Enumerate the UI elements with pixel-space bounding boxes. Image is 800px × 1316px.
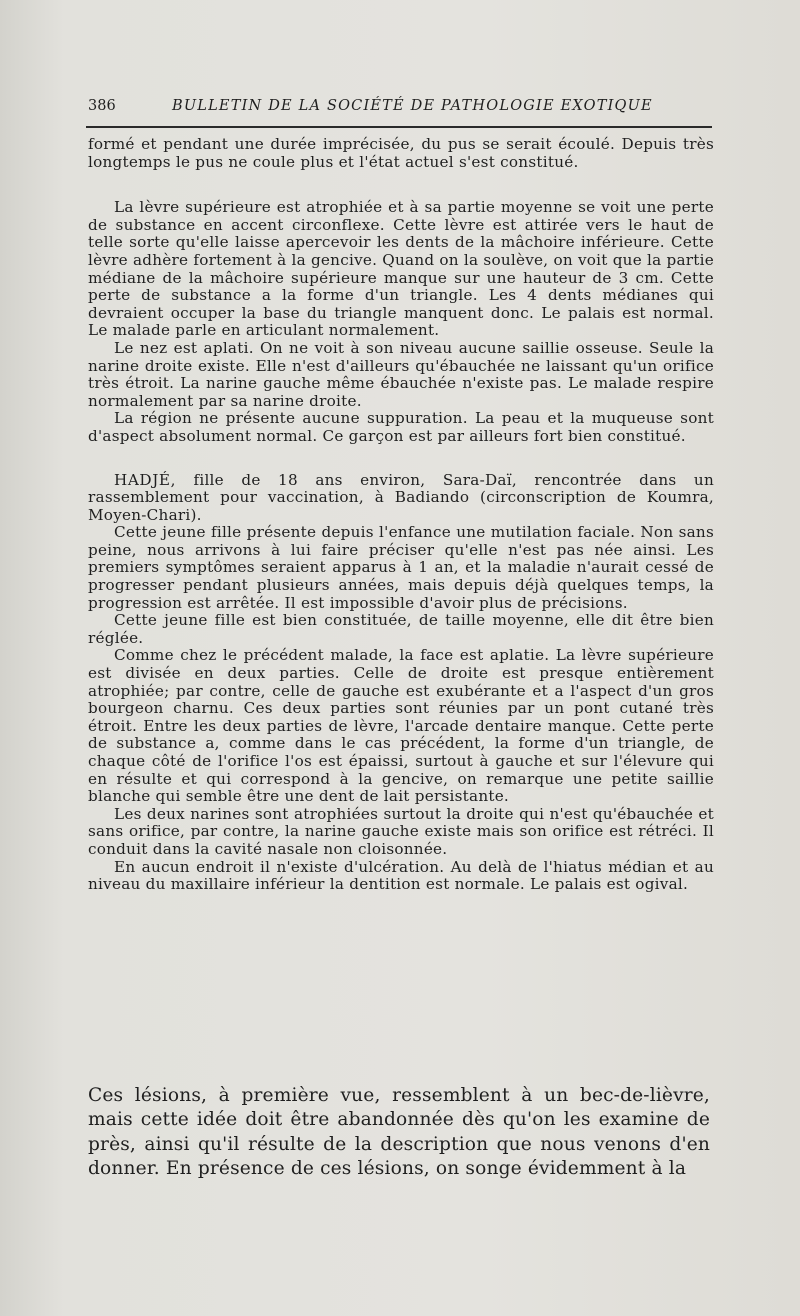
paragraph-nostrils: Les deux narines sont atrophiées surtout la droite qui n'est qu'ébauchée et sans orifice, par contre, la narine gauche existe mais son orifice est rétréci. Il conduit dans la cavité nasale non cloisonnée. (88, 804, 714, 858)
case-2-intro (88, 472, 714, 525)
case-2-intro-text: fille de 18 ans environ, Sara-Daï, rencontrée dans un rassemblement pour vaccination, à Badiando (circonscription de Koumra, Moyen-Chari). (88, 470, 714, 524)
paragraph-constitution: Cette jeune fille est bien constituée, de taille moyenne, elle dit être bien réglée. (88, 611, 714, 647)
header-rule (86, 126, 712, 128)
paragraph-lip: La lèvre supérieure est atrophiée et à sa partie moyenne se voit une perte de substance en accent circonflexe. Cette lèvre est attirée vers le haut de telle sorte qu'elle laisse apercevoir les dents de la mâchoire inférieure. Cette lèvre adhère fortement à la gencive. Quand on la soulève, on voit que la partie médiane de la mâchoire supérieure manque sur une hauteur de 3 cm. Cette perte de substance a la forme d'un triangle. Les 4 dents médianes qui devraient occuper la base du triangle manquent donc. Le palais est normal. Le malade parle en articulant normalement. (88, 198, 714, 340)
running-header (88, 98, 718, 118)
paragraph-history: Cette jeune fille présente depuis l'enfance une mutilation faciale. Non sans peine, nous arrivons à lui faire préciser qu'elle n'est pas née ainsi. Les premiers symptômes seraient apparus à 1 an, et la maladie n'aurait cessé de progresser pendant plusieurs années, mais depuis déjà quelques temps, la progression est arrêtée. Il est impossible d'avoir plus de précisions. (88, 523, 714, 612)
paragraph-region: La région ne présente aucune suppuration. La peau et la muqueuse sont d'aspect absolument normal. Ce garçon est par ailleurs fort bien constitué. (88, 409, 714, 445)
paragraph-nose: Le nez est aplati. On ne voit à son niveau aucune saillie osseuse. Seule la narine droite existe. Elle n'est d'ailleurs qu'ébauchée ne laissant qu'un orifice très étroit. La narine gauche même ébauchée n'existe pas. Le malade respire normalement par sa narine droite. (88, 338, 714, 410)
paragraph-ulceration: En aucun endroit il n'existe d'ulcération. Au delà de l'hiatus médian et au niveau du maxillaire inférieur la dentition est normale. Le palais est ogival. (88, 857, 714, 894)
paragraph-face: Comme chez le précédent malade, la face est aplatie. La lèvre supérieure est divisée en deux parties. Celle de droite est presque entièrement atrophiée; par contre, celle de gauche est exubérante et a l'aspect d'un gros bourgeon charnu. Ces deux parties sont réunies par un pont cutané très étroit. Entre les deux parties de lèvre, l'arcade dentaire manque. Cette perte de substance a, comme dans le cas précédent, la forme d'un triangle, de chaque côté de l'orifice l'os est épaissi, surtout à gauche et sur l'élevure qui en résulte et qui correspond à la gencive, on remarque une petite saillie blanche qui semble être une dent de lait persistante. (88, 646, 714, 806)
article-body (88, 136, 714, 894)
paragraph-continued: formé et pendant une durée imprécisée, du pus se serait écoulé. Depuis très longtemps le pus ne coule plus et l'état actuel s'est constitué. (88, 135, 714, 171)
running-title: BULLETIN DE LA SOCIÉTÉ DE PATHOLOGIE EXOTIQUE (172, 98, 653, 114)
patient-name: HADJÉ, (114, 470, 176, 489)
paragraph-discussion: Ces lésions, à première vue, ressemblent à un bec-de-lièvre, mais cette idée doit être abandonnée dès qu'on les examine de près, ainsi qu'il résulte de la description que nous venons d'en donner. En présence de ces lésions, on songe évidemment à la (88, 1085, 710, 1180)
discussion-section (88, 1084, 710, 1182)
page-number: 386 (88, 98, 116, 114)
